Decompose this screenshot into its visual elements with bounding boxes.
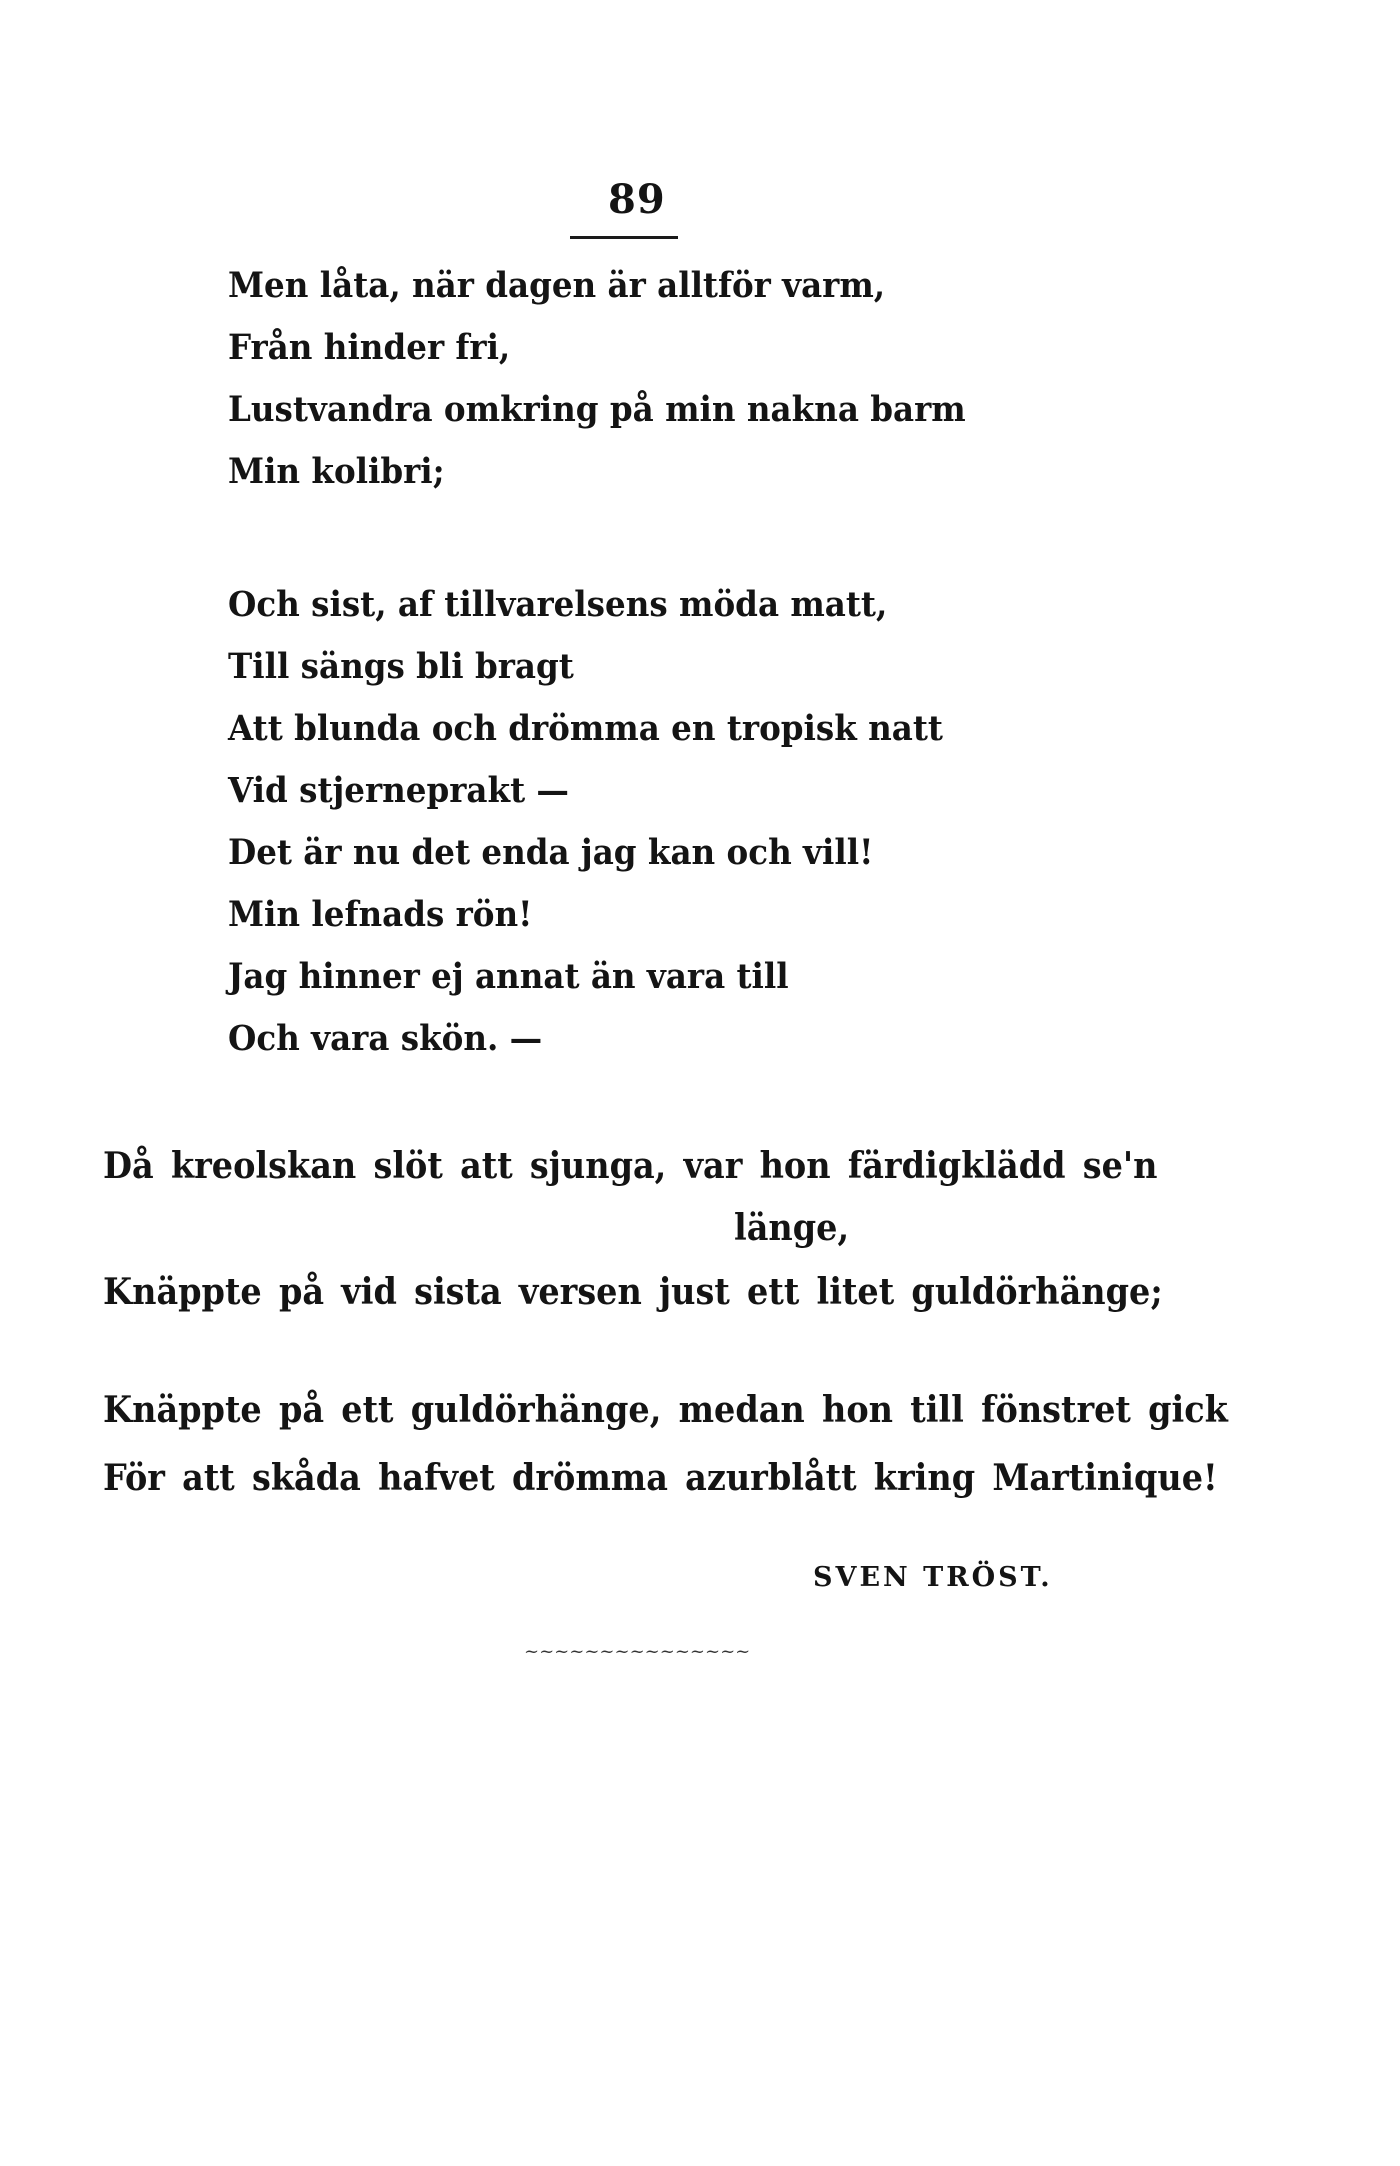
verse-line: Min lefnads rön! bbox=[228, 894, 533, 935]
verse-line: Men låta, när dagen är alltför varm, bbox=[228, 265, 886, 306]
author-signature: SVEN TRÖST. bbox=[813, 1562, 1053, 1593]
verse-line: Det är nu det enda jag kan och vill! bbox=[228, 832, 874, 873]
verse-line: Att blunda och drömma en tropisk natt bbox=[228, 708, 943, 749]
verse-line: Och sist, af tillvarelsens möda matt, bbox=[228, 584, 888, 625]
verse-line: Då kreolskan slöt att sjunga, var hon färdigklädd se'n bbox=[103, 1145, 1158, 1187]
page-number: 89 bbox=[608, 176, 666, 223]
verse-line: Knäppte på vid sista versen just ett litet guldörhänge; bbox=[103, 1271, 1163, 1313]
verse-line: Lustvandra omkring på min nakna barm bbox=[228, 389, 966, 430]
verse-line: Min kolibri; bbox=[228, 451, 445, 492]
verse-line: Och vara skön. — bbox=[228, 1018, 543, 1059]
page-number-rule bbox=[570, 236, 678, 239]
verse-line-continuation: länge, bbox=[734, 1207, 850, 1249]
ornament: ~~~~~~~~~~~~~~~ bbox=[524, 1641, 751, 1662]
verse-line: Jag hinner ej annat än vara till bbox=[228, 956, 789, 997]
verse-line: Vid stjerneprakt — bbox=[228, 770, 569, 811]
verse-line: Knäppte på ett guldörhänge, medan hon till fönstret gick bbox=[103, 1389, 1228, 1431]
verse-line: Till sängs bli bragt bbox=[228, 646, 574, 687]
verse-line: För att skåda hafvet drömma azurblått kring Martinique! bbox=[103, 1457, 1218, 1499]
verse-line: Från hinder fri, bbox=[228, 327, 511, 368]
